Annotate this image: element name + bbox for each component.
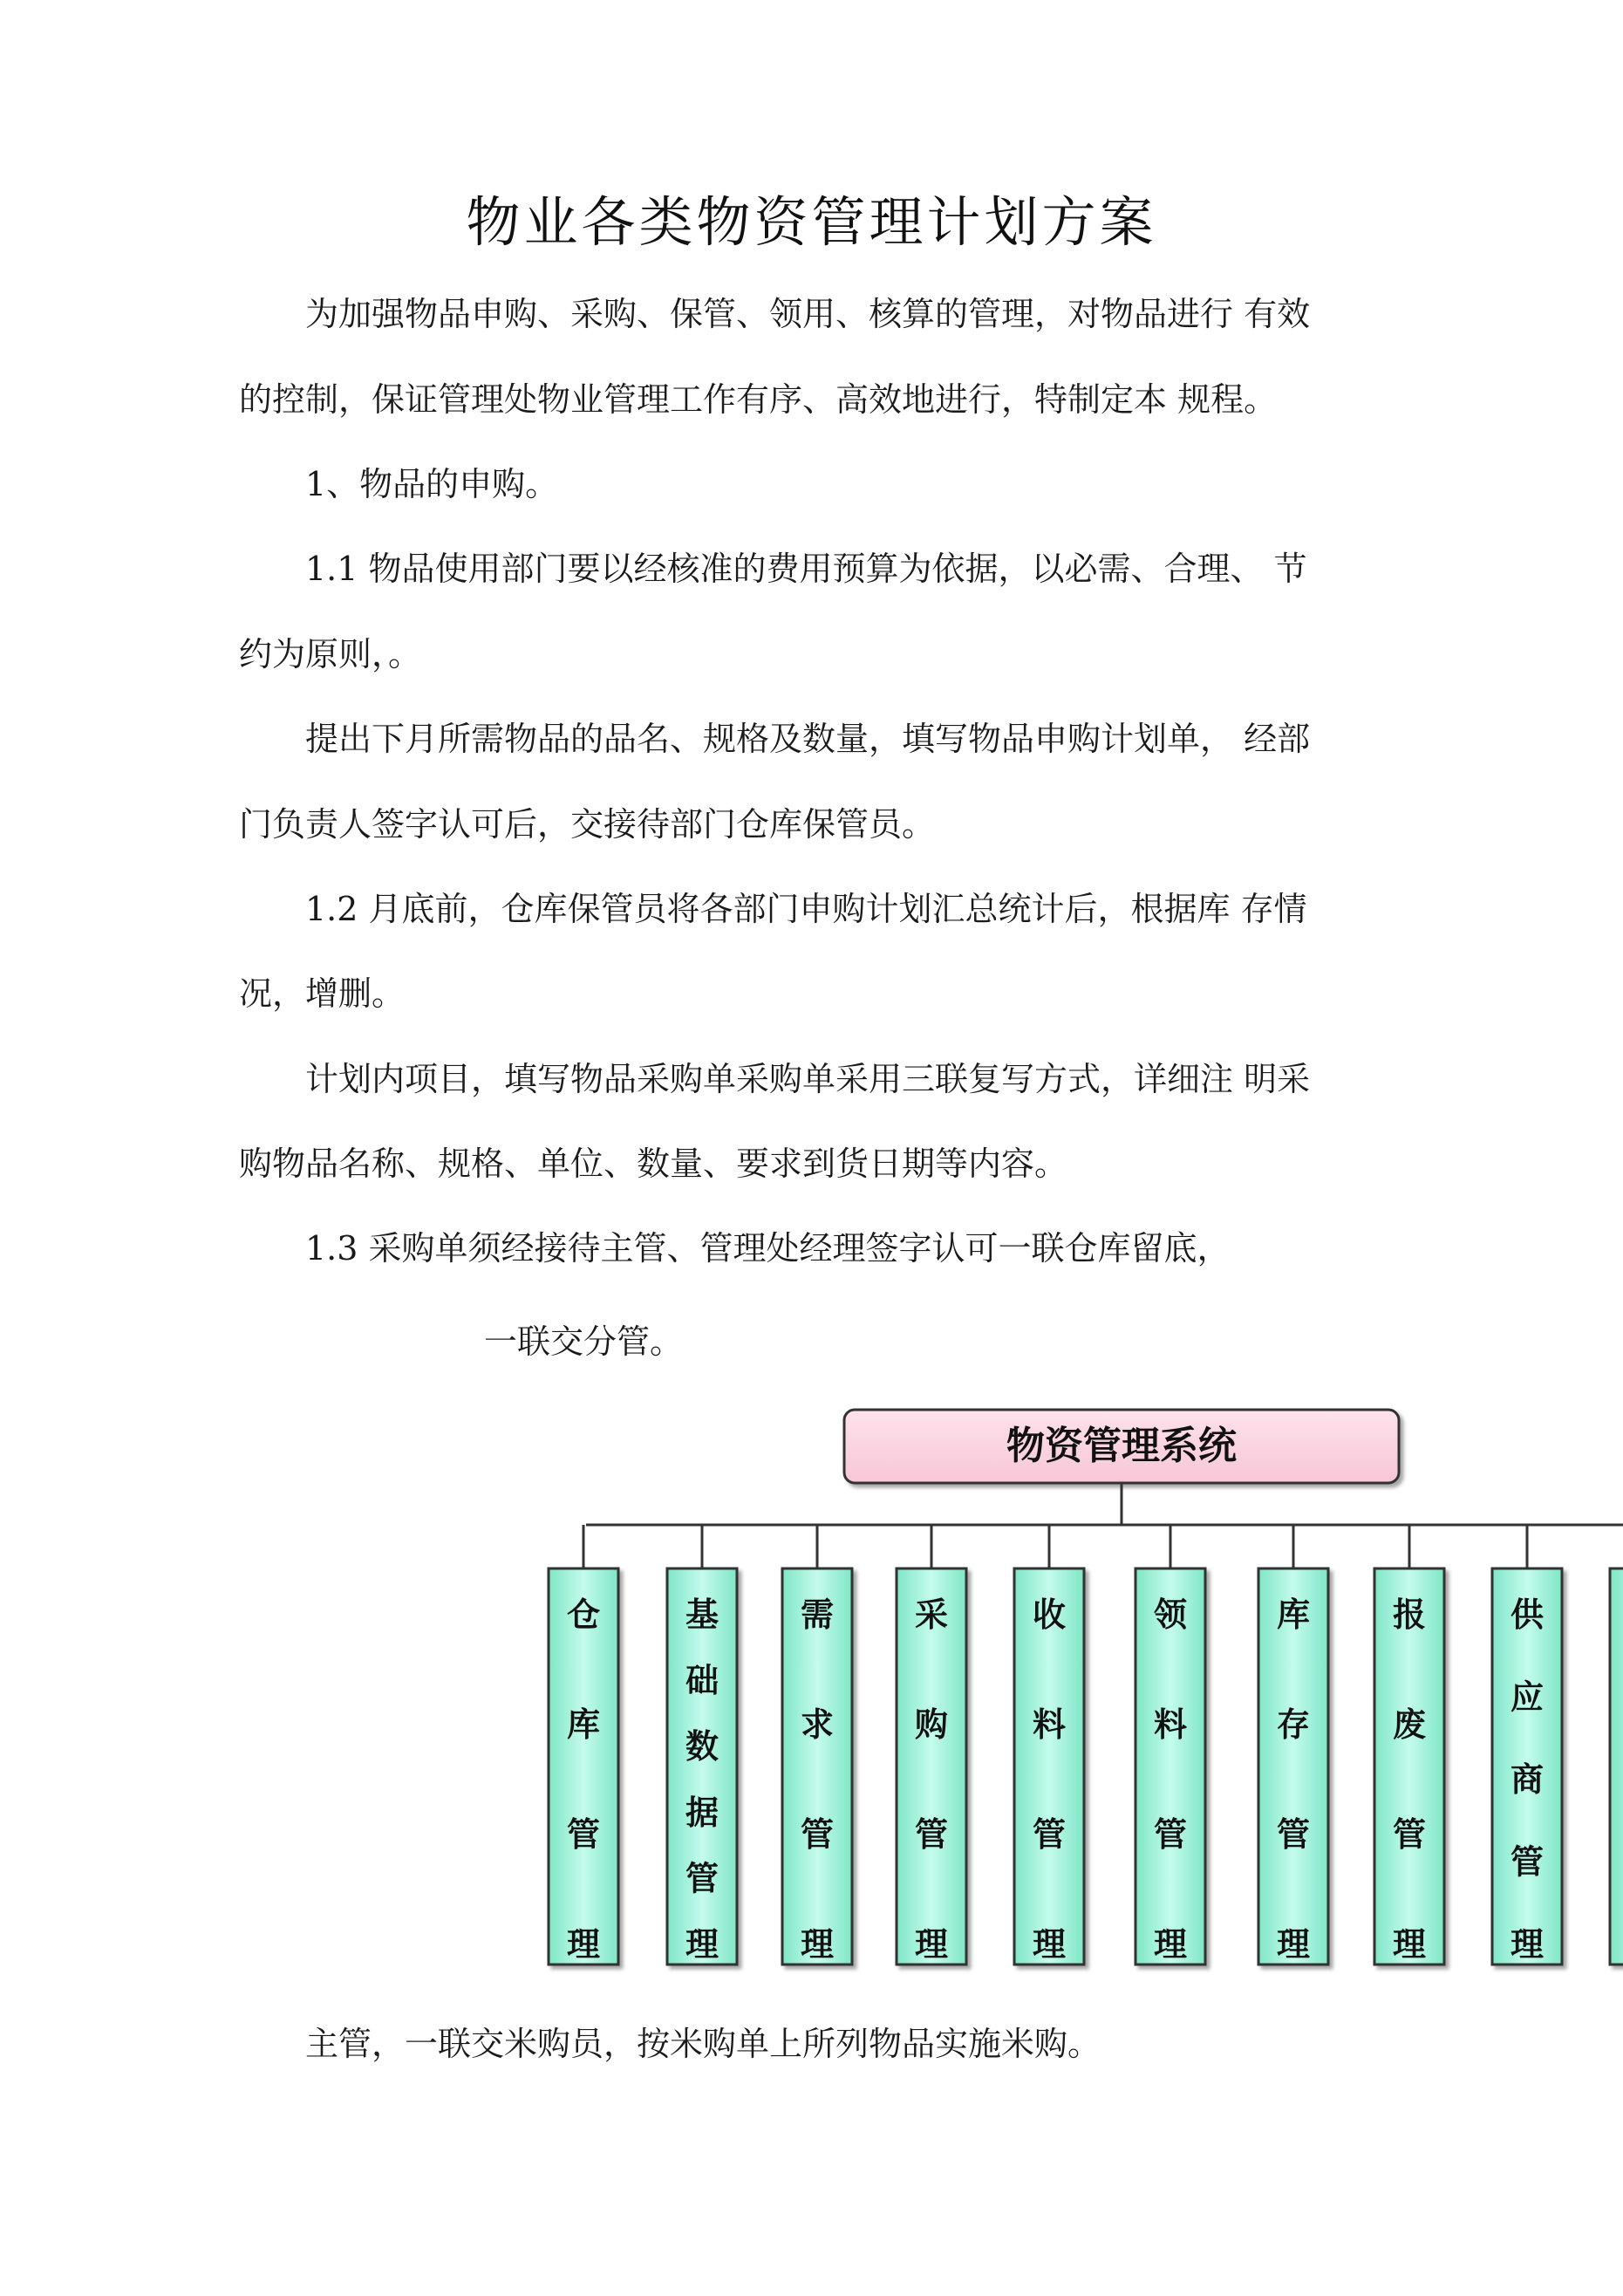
child-node-char: 管 [1510,1842,1545,1882]
child-node-char: 管 [800,1815,835,1854]
paragraph-line: 计划内项目，填写物品采购单采购单采用三联复写方式，详细注 明采 [305,1060,1311,1098]
child-node-char: 管 [1276,1815,1311,1854]
child-node-char: 料 [1153,1705,1188,1744]
paragraph-line: 一联交分管。 [484,1322,684,1361]
child-node-char: 数 [685,1727,719,1766]
child-node-char: 管 [685,1859,719,1898]
child-node-char: 需 [800,1596,835,1634]
child-node-char: 管 [566,1815,601,1854]
child-node-char: 管 [1392,1815,1427,1854]
child-node-char: 库 [566,1705,601,1744]
root-node-label: 物资管理系统 [1006,1424,1237,1468]
child-node-char: 供 [1510,1596,1545,1634]
child-node-char: 废 [1392,1705,1427,1744]
child-node-char: 础 [685,1661,719,1700]
child-node-char: 收 [1032,1596,1067,1634]
child-node-char: 理 [914,1925,949,1964]
paragraph-line: 门负责人签字认可后，交接待部门仓库保管员。 [239,805,936,844]
child-node-char: 求 [800,1705,835,1744]
paragraph-line: 1.1 物品使用部门要以经核准的费用预算为依据，以必需、合理、 节 [305,550,1307,588]
child-node-char: 理 [1153,1925,1188,1964]
child-node-char: 仓 [566,1596,601,1634]
child-node-char: 理 [1392,1925,1427,1964]
child-node-char: 管 [914,1815,949,1854]
child-node-char: 库 [1276,1596,1311,1634]
paragraph-line: 1.2 月底前，仓库保管员将各部门申购计划汇总统计后，根据库 存情 [305,890,1307,928]
child-node-char: 报 [1392,1596,1427,1634]
paragraph-line: 购物品名称、规格、单位、数量、要求到货日期等内容。 [239,1145,1068,1183]
child-node-char: 理 [1510,1925,1545,1964]
child-node-char: 理 [800,1925,835,1964]
child-node-char: 商 [1510,1760,1545,1799]
document-title: 物业各类物资管理计划方案 [466,190,1157,254]
child-node-char: 据 [685,1793,719,1832]
paragraph-line: 主管，一联交米购员，按米购单上所列物品实施米购。 [305,2025,1101,2063]
child-node-char: 管 [1032,1815,1067,1854]
child-node-char: 管 [1153,1815,1188,1854]
child-node-char: 采 [914,1596,949,1634]
child-node [1610,1568,1623,1965]
child-node-char: 料 [1032,1705,1067,1744]
paragraph-line: 为加强物品申购、采购、保管、领用、核算的管理，对物品进行 有效 [305,295,1311,333]
child-node-char: 理 [685,1925,719,1964]
child-node-char: 理 [1032,1925,1067,1964]
paragraph-line: 提出下月所需物品的品名、规格及数量，填写物品申购计划单， 经部 [305,720,1311,758]
section-heading: 1、物品的申购。 [305,465,559,503]
child-node-char: 理 [566,1925,601,1964]
paragraph-line: 的控制，保证管理处物业管理工作有序、高效地进行，特制定本 规程。 [239,380,1278,419]
child-node-char: 存 [1276,1705,1311,1744]
paragraph-line: 况，增删。 [239,974,406,1013]
paragraph-line: 1.3 采购单须经接待主管、管理处经理签字认可一联仓库留底， [305,1229,1231,1268]
child-node-char: 购 [914,1705,949,1744]
child-node-char: 理 [1276,1925,1311,1964]
child-node-char: 基 [685,1596,719,1634]
child-node-char: 领 [1153,1596,1188,1634]
child-node-char: 应 [1510,1678,1545,1717]
paragraph-line: 约为原则，。 [239,635,422,673]
